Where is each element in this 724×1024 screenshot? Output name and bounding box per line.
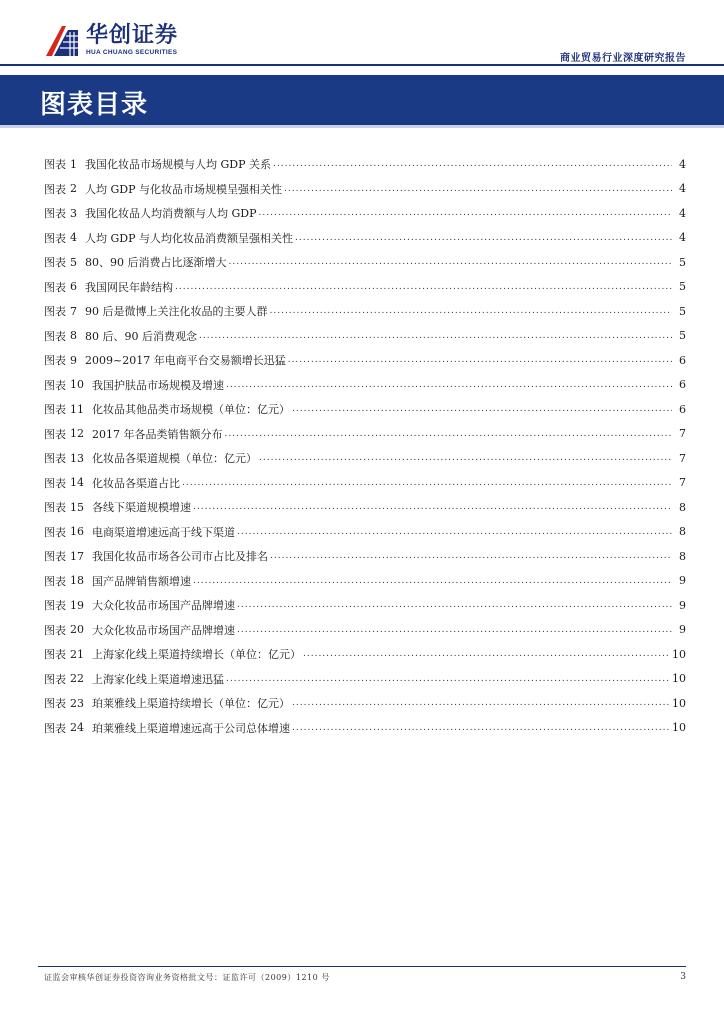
- toc-entry-page: 8: [679, 525, 686, 539]
- toc-entry-prefix: 图表: [44, 501, 66, 515]
- section-title: 图表目录: [40, 90, 149, 120]
- toc-entry[interactable]: [44, 152, 686, 177]
- toc-entry-title: 人均 GDP 与化妆品市场规模呈强相关性: [85, 182, 282, 196]
- page-number: 3: [680, 972, 686, 982]
- toc-entry-number: 5: [70, 255, 77, 269]
- toc-entry-page: 4: [679, 157, 686, 171]
- toc-entry-number: 24: [70, 721, 84, 735]
- toc-entry-number: 22: [70, 672, 84, 686]
- toc-entry-number: 2: [70, 182, 77, 196]
- toc-entry-dot-leader: [237, 600, 672, 610]
- toc-entry-number: 15: [70, 500, 84, 514]
- section-title-band-shadow: [0, 125, 724, 128]
- toc-entry-dot-leader: [175, 282, 672, 292]
- toc-entry-page: 5: [679, 280, 686, 294]
- toc-entry-dot-leader: [270, 551, 672, 561]
- toc-entry-dot-leader: [226, 674, 670, 684]
- figure-list: [44, 152, 686, 740]
- toc-entry-page: 5: [679, 329, 686, 343]
- toc-entry-number: 12: [70, 427, 84, 441]
- toc-entry-dot-leader: [193, 576, 672, 586]
- toc-entry-dot-leader: [284, 184, 672, 194]
- header-divider: [0, 64, 724, 66]
- toc-entry[interactable]: [44, 397, 686, 422]
- toc-entry-dot-leader: [288, 355, 672, 365]
- toc-entry-number: 7: [70, 304, 77, 318]
- toc-entry-dot-leader: [199, 331, 672, 341]
- toc-entry-page: 10: [672, 696, 686, 710]
- toc-entry-prefix: 图表: [44, 550, 66, 564]
- toc-entry-title: 化妆品各渠道占比: [92, 476, 180, 490]
- toc-entry-page: 9: [679, 598, 686, 612]
- toc-entry-title: 我国网民年龄结构: [85, 280, 173, 294]
- toc-entry-page: 6: [679, 402, 686, 416]
- toc-entry[interactable]: [44, 471, 686, 496]
- toc-entry-page: 4: [679, 182, 686, 196]
- toc-entry-page: 10: [672, 647, 686, 661]
- footer-divider: [38, 966, 686, 967]
- toc-entry-prefix: 图表: [44, 207, 66, 221]
- toc-entry-number: 19: [70, 598, 84, 612]
- toc-entry-prefix: 图表: [44, 329, 66, 343]
- toc-entry-title: 我国化妆品市场规模与人均 GDP 关系: [85, 158, 271, 172]
- toc-entry-prefix: 图表: [44, 378, 66, 392]
- toc-entry[interactable]: [44, 642, 686, 667]
- toc-entry[interactable]: [44, 667, 686, 692]
- toc-entry-number: 8: [70, 329, 77, 343]
- toc-entry-page: 10: [672, 672, 686, 686]
- toc-entry-prefix: 图表: [44, 452, 66, 466]
- toc-entry-page: 4: [679, 206, 686, 220]
- toc-entry-prefix: 图表: [44, 476, 66, 490]
- toc-entry-title: 电商渠道增速远高于线下渠道: [92, 525, 235, 539]
- toc-entry-dot-leader: [237, 625, 672, 635]
- toc-entry-title: 我国化妆品市场各公司市占比及排名: [92, 550, 268, 564]
- toc-entry[interactable]: [44, 446, 686, 471]
- toc-entry-number: 3: [70, 206, 77, 220]
- toc-entry[interactable]: [44, 324, 686, 349]
- toc-entry-prefix: 图表: [44, 280, 66, 294]
- toc-entry-number: 14: [70, 476, 84, 490]
- toc-entry[interactable]: [44, 569, 686, 594]
- toc-entry-prefix: 图表: [44, 525, 66, 539]
- toc-entry-prefix: 图表: [44, 721, 66, 735]
- toc-entry-number: 23: [70, 696, 84, 710]
- toc-entry[interactable]: [44, 177, 686, 202]
- toc-entry-number: 13: [70, 451, 84, 465]
- toc-entry-dot-leader: [292, 698, 670, 708]
- toc-entry-page: 4: [679, 231, 686, 245]
- toc-entry-page: 8: [679, 549, 686, 563]
- toc-entry-dot-leader: [270, 306, 673, 316]
- toc-entry-prefix: 图表: [44, 354, 66, 368]
- toc-entry-prefix: 图表: [44, 256, 66, 270]
- toc-entry-page: 5: [679, 255, 686, 269]
- toc-entry-number: 9: [70, 353, 77, 367]
- toc-entry-title: 2009~2017 年电商平台交易额增长迅猛: [85, 354, 286, 368]
- toc-entry-dot-leader: [182, 478, 672, 488]
- toc-entry[interactable]: [44, 299, 686, 324]
- toc-entry[interactable]: [44, 495, 686, 520]
- toc-entry-page: 6: [679, 378, 686, 392]
- toc-entry[interactable]: [44, 373, 686, 398]
- toc-entry-number: 4: [70, 231, 77, 245]
- toc-entry-dot-leader: [303, 649, 670, 659]
- toc-entry[interactable]: [44, 422, 686, 447]
- toc-entry-title: 我国化妆品人均消费额与人均 GDP: [85, 207, 257, 221]
- toc-entry-page: 6: [679, 353, 686, 367]
- toc-entry-number: 6: [70, 280, 77, 294]
- toc-entry-title: 各线下渠道规模增速: [92, 501, 191, 515]
- toc-entry-title: 化妆品各渠道规模（单位：亿元）: [92, 452, 257, 466]
- toc-entry-prefix: 图表: [44, 182, 66, 196]
- toc-entry-title: 大众化妆品市场国产品牌增速: [92, 599, 235, 613]
- toc-entry-prefix: 图表: [44, 697, 66, 711]
- toc-entry[interactable]: [44, 593, 686, 618]
- toc-entry-prefix: 图表: [44, 231, 66, 245]
- toc-entry-title: 珀莱雅线上渠道增速远高于公司总体增速: [92, 721, 290, 735]
- toc-entry-number: 20: [70, 623, 84, 637]
- toc-entry-dot-leader: [292, 723, 670, 733]
- toc-entry-title: 珀莱雅线上渠道持续增长（单位：亿元）: [92, 697, 290, 711]
- toc-entry[interactable]: [44, 250, 686, 275]
- toc-entry[interactable]: [44, 618, 686, 643]
- toc-entry-title: 我国护肤品市场规模及增速: [92, 378, 224, 392]
- toc-entry-title: 2017 年各品类销售额分布: [92, 427, 223, 441]
- toc-entry-prefix: 图表: [44, 623, 66, 637]
- toc-entry-page: 9: [679, 574, 686, 588]
- toc-entry-prefix: 图表: [44, 158, 66, 172]
- toc-entry-number: 10: [70, 378, 84, 392]
- toc-entry-title: 80 后、90 后消费观念: [85, 329, 197, 343]
- toc-entry[interactable]: [44, 691, 686, 716]
- logo-english-name: HUA CHUANG SECURITIES: [86, 48, 178, 56]
- page-header: [0, 0, 724, 66]
- toc-entry[interactable]: [44, 348, 686, 373]
- toc-entry-page: 7: [679, 451, 686, 465]
- toc-entry-title: 90 后是微博上关注化妆品的主要人群: [85, 305, 268, 319]
- toc-entry-prefix: 图表: [44, 672, 66, 686]
- toc-entry-dot-leader: [229, 257, 673, 267]
- toc-entry-prefix: 图表: [44, 599, 66, 613]
- toc-entry-number: 17: [70, 549, 84, 563]
- toc-entry-number: 11: [70, 402, 84, 416]
- toc-entry-page: 9: [679, 623, 686, 637]
- toc-entry-title: 大众化妆品市场国产品牌增速: [92, 623, 235, 637]
- toc-entry-dot-leader: [226, 380, 672, 390]
- toc-entry-page: 7: [679, 476, 686, 490]
- toc-entry-dot-leader: [237, 527, 672, 537]
- toc-entry-page: 8: [679, 500, 686, 514]
- toc-entry-page: 5: [679, 304, 686, 318]
- toc-entry-prefix: 图表: [44, 403, 66, 417]
- toc-entry-dot-leader: [292, 404, 672, 414]
- toc-entry-number: 18: [70, 574, 84, 588]
- toc-entry[interactable]: [44, 275, 686, 300]
- report-type-label: 商业贸易行业深度研究报告: [560, 53, 686, 64]
- toc-entry-prefix: 图表: [44, 305, 66, 319]
- toc-entry-dot-leader: [295, 233, 672, 243]
- toc-entry[interactable]: [44, 716, 686, 741]
- company-logo: [44, 22, 178, 58]
- toc-entry-prefix: 图表: [44, 574, 66, 588]
- toc-entry-prefix: 图表: [44, 427, 66, 441]
- toc-entry[interactable]: [44, 226, 686, 251]
- toc-entry-prefix: 图表: [44, 648, 66, 662]
- toc-entry[interactable]: [44, 201, 686, 226]
- toc-entry-title: 国产品牌销售额增速: [92, 574, 191, 588]
- toc-entry[interactable]: [44, 520, 686, 545]
- toc-entry-dot-leader: [193, 502, 672, 512]
- footer-disclaimer: 证监会审核华创证券投资咨询业务资格批文号：证监许可（2009）1210 号: [44, 973, 330, 982]
- toc-entry-title: 化妆品其他品类市场规模（单位：亿元）: [92, 403, 290, 417]
- toc-entry-page: 7: [679, 427, 686, 441]
- toc-entry-number: 21: [70, 647, 84, 661]
- toc-entry-number: 1: [70, 157, 77, 171]
- toc-entry-title: 80、90 后消费占比逐渐增大: [85, 256, 227, 270]
- toc-entry-title: 上海家化线上渠道增速迅猛: [92, 672, 224, 686]
- toc-entry[interactable]: [44, 544, 686, 569]
- toc-entry-dot-leader: [273, 159, 672, 169]
- toc-entry-number: 16: [70, 525, 84, 539]
- logo-chinese-name: 华创证券: [86, 22, 179, 48]
- toc-entry-title: 上海家化线上渠道持续增长（单位：亿元）: [92, 648, 301, 662]
- toc-entry-title: 人均 GDP 与人均化妆品消费额呈强相关性: [85, 231, 293, 245]
- toc-entry-page: 10: [672, 721, 686, 735]
- hua-chuang-logo-icon: [44, 22, 80, 58]
- toc-entry-dot-leader: [259, 453, 672, 463]
- toc-entry-dot-leader: [259, 208, 672, 218]
- toc-entry-dot-leader: [225, 429, 673, 439]
